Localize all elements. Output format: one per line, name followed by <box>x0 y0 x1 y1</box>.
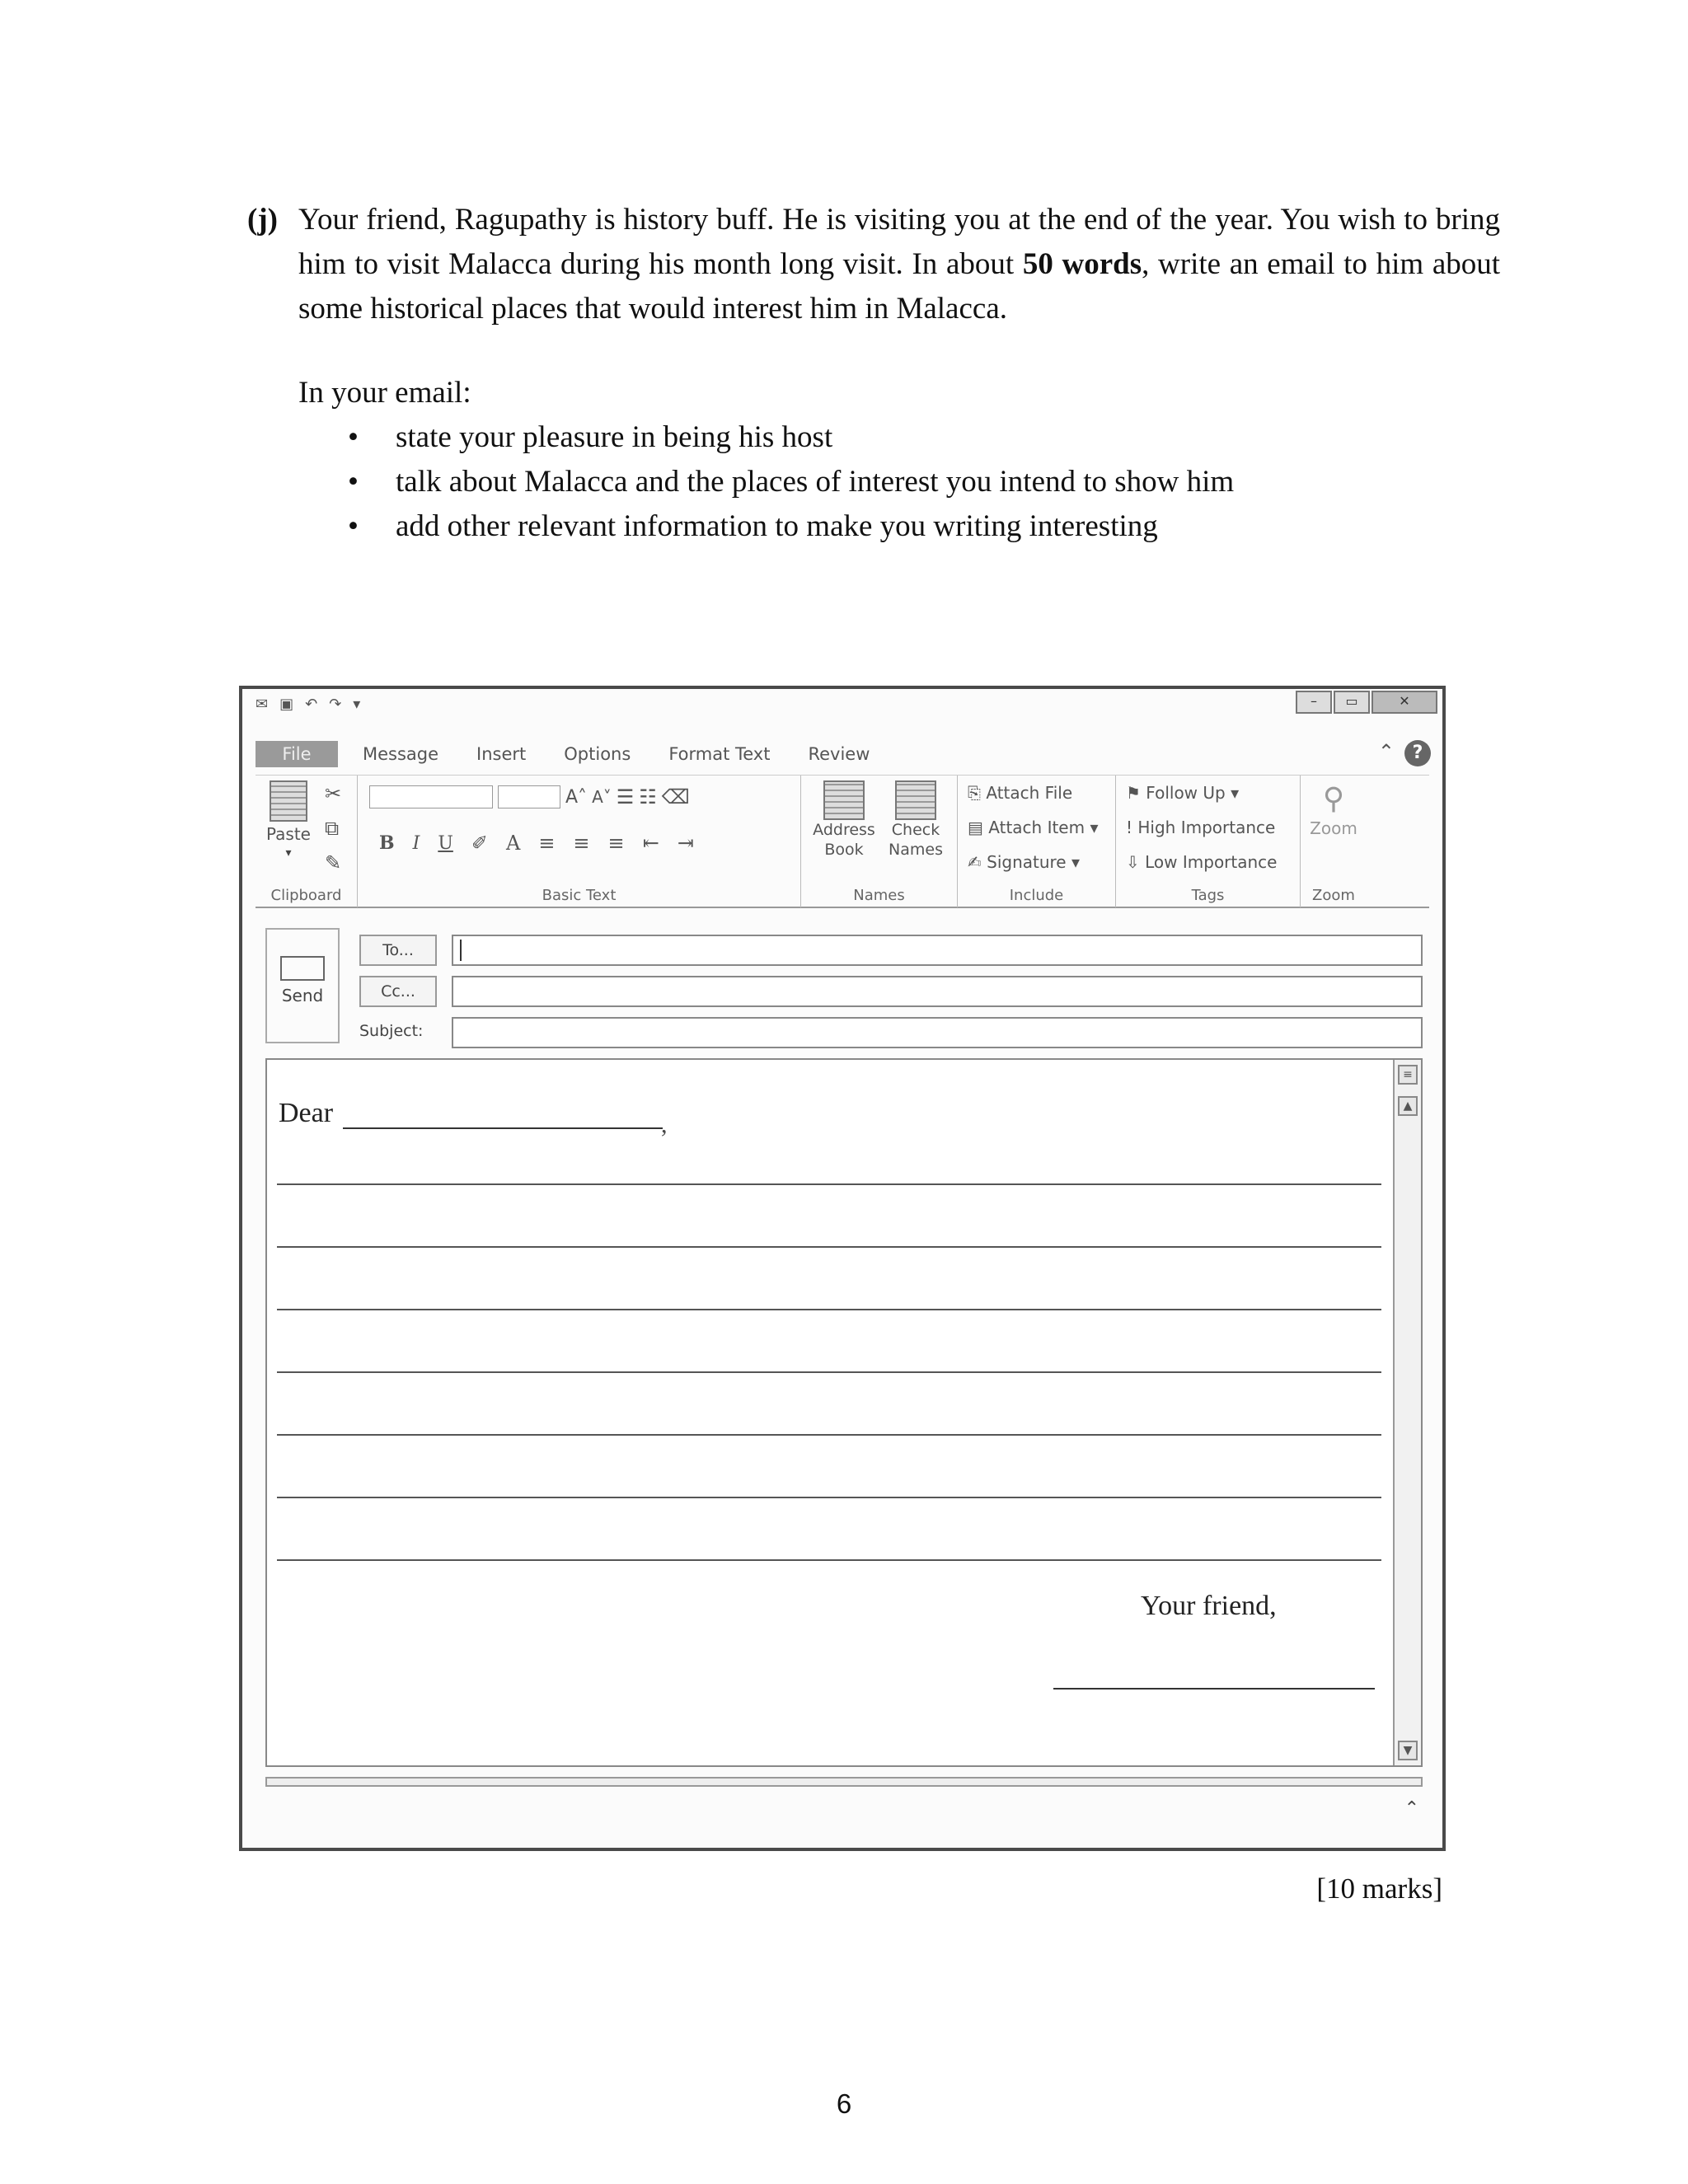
help-icon[interactable]: ? <box>1404 740 1431 766</box>
paste-button[interactable] <box>264 780 313 860</box>
text-cursor <box>460 940 462 961</box>
writing-line <box>277 1497 1381 1498</box>
follow-up-button[interactable]: ⚑ Follow Up ▾ <box>1126 783 1240 803</box>
align-left-icon[interactable]: ≡ <box>538 832 556 855</box>
include-label: Include <box>1009 887 1064 904</box>
minimize-icon[interactable]: – <box>1296 691 1332 714</box>
bullet-item: • talk about Malacca and the places of interest you intend to show him <box>348 460 1500 504</box>
signature-button[interactable]: ✍ Signature ▾ <box>968 852 1081 872</box>
question-text-2: , write an email to him about some historical places that would interest him in Malacca. <box>298 247 1501 326</box>
horizontal-scrollbar[interactable] <box>265 1777 1423 1787</box>
high-importance-label: High Importance <box>1137 818 1276 837</box>
cc-button[interactable]: Cc... <box>359 976 437 1007</box>
high-importance-button[interactable] <box>1126 810 1277 845</box>
writing-line <box>277 1183 1381 1185</box>
down-arrow-icon: ⇩ <box>1126 852 1146 872</box>
tags-label: Tags <box>1191 887 1225 904</box>
decrease-indent-icon[interactable]: ⇤ <box>642 832 659 855</box>
underline-button[interactable]: U <box>438 832 453 854</box>
tab-review[interactable]: Review <box>808 744 870 764</box>
signature-label: Signature <box>987 852 1067 872</box>
low-importance-label: Low Importance <box>1145 852 1278 872</box>
word-count-bold: 50 words <box>1022 247 1142 281</box>
check-names-button[interactable] <box>882 780 950 860</box>
shrink-font-icon[interactable]: A˅ <box>592 787 612 807</box>
writing-line <box>277 1246 1381 1248</box>
redo-icon[interactable]: ↷ <box>329 696 342 713</box>
closing-text: Your friend, <box>1141 1591 1277 1621</box>
ribbon-tabs <box>256 740 907 768</box>
attach-file-label: Attach File <box>986 783 1073 803</box>
question-label: (j) <box>247 203 278 237</box>
attach-item-button[interactable]: ▤ Attach Item ▾ <box>968 818 1099 837</box>
send-button[interactable] <box>265 928 340 1043</box>
people-pane-toggle-icon[interactable]: ⌃ <box>1404 1798 1419 1819</box>
send-icon <box>280 956 325 981</box>
increase-indent-icon[interactable]: ⇥ <box>677 832 694 855</box>
address-book-button[interactable] <box>809 780 879 860</box>
writing-line <box>277 1309 1381 1310</box>
question-bullets <box>348 415 1500 549</box>
address-book-icon <box>823 780 865 820</box>
salutation-comma: , <box>661 1111 668 1138</box>
zoom-button-label: Zoom <box>1310 818 1357 838</box>
low-importance-button[interactable] <box>1126 845 1277 879</box>
message-body[interactable] <box>265 1058 1423 1767</box>
ribbon <box>256 775 1429 908</box>
grow-font-icon[interactable]: A˄ <box>565 786 588 808</box>
send-label: Send <box>281 986 324 1005</box>
cc-field[interactable] <box>452 976 1423 1007</box>
paste-label: Paste <box>266 824 311 844</box>
basic-text-label: Basic Text <box>542 887 617 904</box>
flag-icon: ⚑ <box>1126 783 1146 803</box>
bullet-item: • add other relevant information to make you writing interesting <box>348 504 1500 549</box>
marks-label: [10 marks] <box>1316 1872 1442 1905</box>
to-button[interactable]: To... <box>359 935 437 966</box>
save-icon[interactable]: ▣ <box>279 696 294 713</box>
align-center-icon[interactable]: ≡ <box>573 832 590 855</box>
tab-format-text[interactable]: Format Text <box>668 744 771 764</box>
subject-field[interactable] <box>452 1017 1423 1048</box>
question-paragraph <box>298 198 1500 331</box>
names-group <box>801 776 958 907</box>
salutation: Dear <box>279 1098 334 1128</box>
tab-message[interactable]: Message <box>363 744 439 764</box>
tab-options[interactable]: Options <box>564 744 631 764</box>
customize-icon[interactable]: ▾ <box>353 696 361 713</box>
check-names-label: Check Names <box>889 821 943 859</box>
signature-blank-line <box>1053 1688 1375 1690</box>
close-icon[interactable]: ✕ <box>1372 691 1437 714</box>
numbering-icon[interactable]: ☷ <box>639 785 657 808</box>
zoom-button[interactable] <box>1309 782 1358 841</box>
font-name-select[interactable] <box>369 785 493 808</box>
page-number: 6 <box>836 2088 852 2119</box>
window-controls <box>1296 691 1437 714</box>
attach-file-button[interactable] <box>968 776 1099 810</box>
address-book-label: Address Book <box>813 821 875 859</box>
font-size-select[interactable] <box>498 785 560 808</box>
question-text-1: Your friend, Ragupathy is history buff. He is visiting you at the end of the year. You wish to bring him to visit Malacca during his month long visit. In about <box>298 203 1500 281</box>
writing-line <box>277 1559 1381 1561</box>
writing-line <box>277 1371 1381 1373</box>
names-label: Names <box>853 887 905 904</box>
cut-icon[interactable]: ✂ <box>325 782 342 805</box>
align-right-icon[interactable]: ≡ <box>607 832 625 855</box>
clipboard-label: Clipboard <box>270 887 342 904</box>
italic-button[interactable]: I <box>412 832 420 854</box>
format-painter-icon[interactable]: ✎ <box>325 851 342 874</box>
paperclip-icon: ⎘ <box>968 783 987 803</box>
font-color-icon[interactable]: A <box>505 832 521 855</box>
scroll-down-icon[interactable]: ▼ <box>1398 1741 1418 1760</box>
undo-icon[interactable]: ↶ <box>305 696 318 713</box>
help-area <box>1378 740 1431 766</box>
email-compose-window <box>239 686 1446 1851</box>
clear-formatting-icon[interactable]: ⌫ <box>661 785 690 808</box>
zoom-label: Zoom <box>1312 887 1355 904</box>
quick-access-toolbar <box>256 696 360 713</box>
copy-icon[interactable]: ⧉ <box>325 817 340 840</box>
maximize-icon[interactable]: ▭ <box>1334 691 1370 714</box>
writing-line <box>277 1434 1381 1436</box>
subject-label: Subject: <box>359 1022 424 1040</box>
tab-file[interactable]: File <box>256 741 338 767</box>
zoom-group <box>1301 776 1367 907</box>
paste-dropdown-icon: ▾ <box>285 846 292 860</box>
bullets-icon[interactable]: ☰ <box>616 785 635 808</box>
magnifier-icon: ⚲ <box>1322 782 1345 816</box>
tags-group <box>1116 776 1301 907</box>
title-bar <box>242 689 1442 720</box>
highlight-icon[interactable]: ✐ <box>471 832 488 855</box>
clipboard-group <box>256 776 358 907</box>
bullet-item: • state your pleasure in being his host <box>348 415 1500 460</box>
question-block <box>247 198 1500 549</box>
follow-up-label: Follow Up <box>1146 783 1226 803</box>
to-field[interactable] <box>452 935 1423 966</box>
vertical-scrollbar[interactable] <box>1393 1060 1421 1765</box>
name-blank-line <box>343 1127 663 1129</box>
check-names-icon <box>895 780 936 820</box>
minimize-ribbon-icon[interactable]: ⌃ <box>1377 740 1395 763</box>
bold-button[interactable]: B <box>379 832 395 854</box>
basic-text-group <box>358 776 801 907</box>
question-intro: In your email: <box>298 376 471 410</box>
exclamation-icon: ! <box>1126 818 1138 837</box>
attach-item-icon: ▤ <box>968 818 989 837</box>
app-icon: ✉ <box>256 696 269 713</box>
tab-insert[interactable]: Insert <box>476 744 527 764</box>
scroll-up-icon[interactable]: ▲ <box>1398 1096 1418 1116</box>
attach-item-label: Attach Item <box>988 818 1085 837</box>
include-group <box>958 776 1116 907</box>
paste-icon <box>270 780 307 822</box>
signature-icon: ✍ <box>968 852 987 872</box>
split-icon[interactable]: ≡ <box>1398 1065 1418 1085</box>
